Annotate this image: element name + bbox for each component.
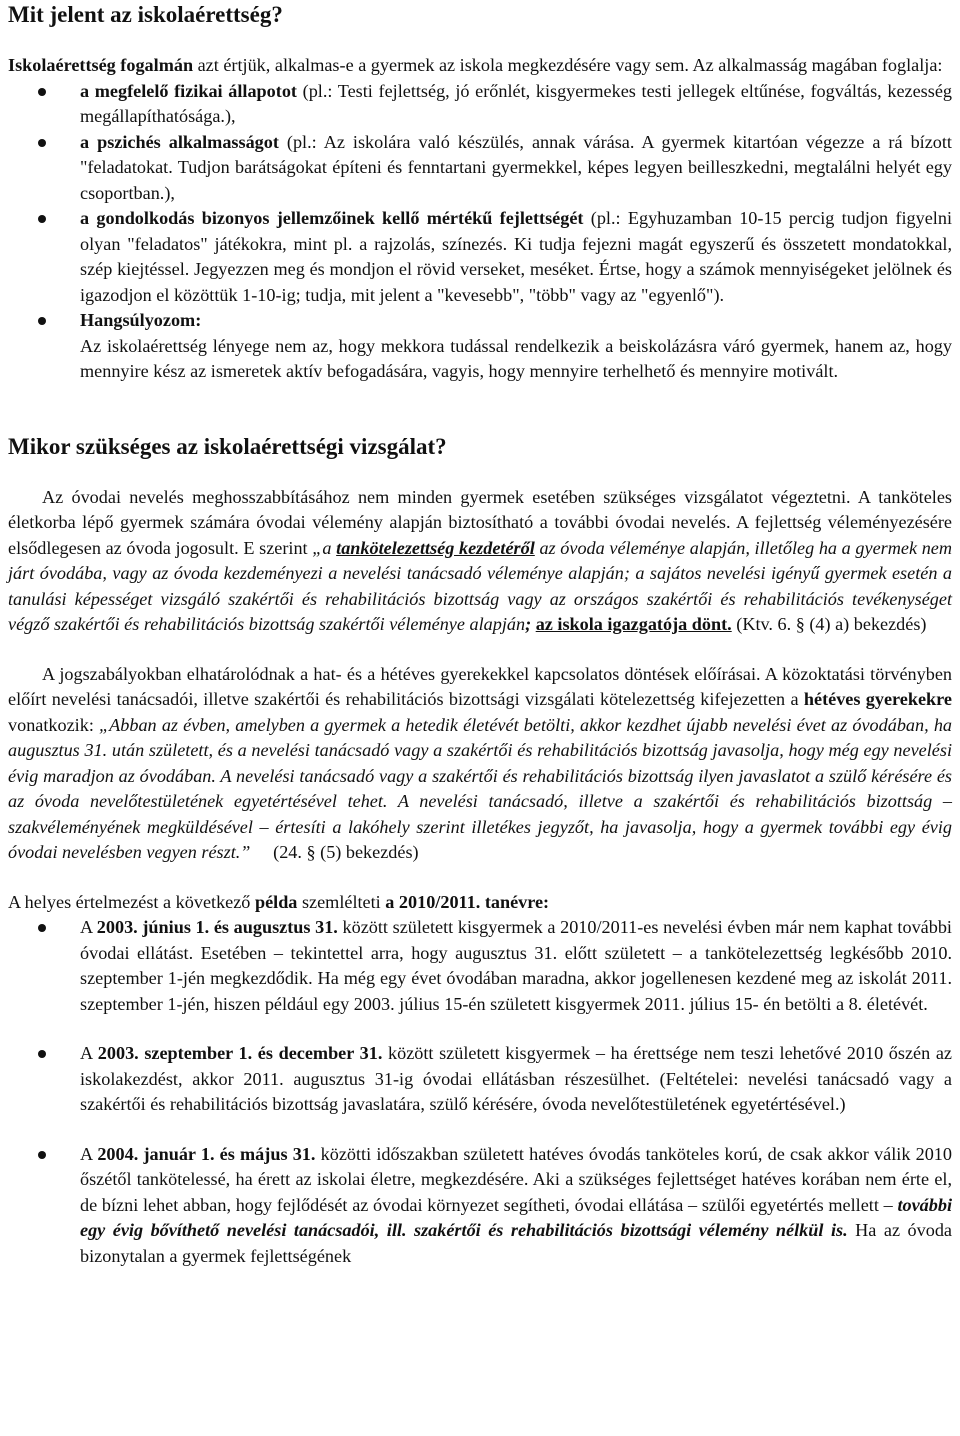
list-item	[8, 1041, 952, 1118]
date-range: 2003. szeptember 1. és december 31.	[97, 1043, 383, 1063]
paragraph-ovodai-neveles	[8, 485, 952, 638]
text: A	[80, 1143, 98, 1164]
text: A	[80, 1043, 98, 1063]
text: A jogszabályokban elhatárolódnak a hat- és a hétéves gyerekekkel kapcsolatos döntések előírásai. A közoktatási törvényben előírt nevelési tanácsadói, illetve szakértői és rehabilitációs bizottsági vizsgálati kötelezettség kifejezetten a	[8, 663, 952, 709]
list-item-lead: Hangsúlyozom:	[80, 310, 202, 330]
intro-term: Iskolaérettség fogalmán	[8, 55, 194, 75]
list-item-text: (pl.: Testi fejlettség, jó erőnlét, kisgyermekes testi jellegek eltűnése, fogváltás, kezesség megállapíthatósága.),	[80, 80, 952, 126]
text: közötti időszakban született hatéves óvodás tanköteles korú, de csak akkor válik 2010 őszétől tankötelessé, ha érett az iskolai életre, megkezdésére. Aki a szükséges fejlettséget hatéves korában nem érte el, de bízni lehet abban, hogy fejlődését az óvodai környezet segítheti, óvodai ellátása – szülői egyetértés mellett –	[80, 1143, 952, 1215]
text: Ha az óvoda bizonytalan a gyermek fejlettségének	[80, 1220, 952, 1266]
bullet-icon	[38, 317, 46, 325]
bullet-icon	[38, 1151, 46, 1159]
bold-text: hétéves gyerekekre	[803, 689, 952, 709]
text: A helyes értelmezést a következő	[8, 891, 255, 912]
list-item	[8, 130, 952, 207]
example-intro	[8, 890, 952, 916]
list-item-text: Az iskolaérettség lényege nem az, hogy mekkora tudással rendelkezik a beiskolázásra váró gyermek, hanem az, hogy mennyire kész az ismeretek aktív befogadására, vagyis, hogy mennyire terhelhető és mennyire motivált.	[80, 335, 952, 381]
bold-italic-text: további egy évig bővíthető nevelési tanácsadói, ill. szakértői és rehabilitációs bizottsági vélemény nélkül is.	[80, 1194, 952, 1240]
bold-text: a 2010/2011. tanévre:	[385, 891, 550, 912]
heading-vizsgalat: Mikor szükséges az iskolaérettségi vizsgálat?	[8, 433, 447, 459]
text: Az óvodai nevelés meghosszabbításához nem minden gyermek esetében szükséges vizsgálatot végeztetni. A tanköteles életkorba lépő gyermek számára óvodai vélemény alapján biztosítható a további óvodai nevelés. A fejlettség véleményezésére elsődlegesen az óvoda jogosult. E szerint	[8, 486, 952, 558]
decision-text: az iskola igazgatója dönt.	[535, 614, 732, 634]
bullet-icon	[38, 924, 46, 932]
bullet-icon	[38, 139, 46, 147]
list-item-text: (pl.: Az iskolára való készülés, annak várása. A gyermek kitartóan végezze a rá bízott "feladatokat. Tudjon barátságokat építeni és fenntartani gyermekkel, képes legyen beilleszkedni, megtalálni helyét egy csoportban.),	[80, 131, 952, 203]
intro-rest: azt értjük, alkalmas-e a gyermek az iskola megkezdésére vagy sem. Az alkalmasság magában foglalja:	[193, 55, 943, 75]
quote-text: „Abban az évben, amelyben a gyermek a hetedik életévét betölti, akkor kezdhet újabb nevelési évet az óvodában, ha augusztus 31. után született, és a nevelési tanácsadó vagy a szakértői és rehabilitációs bizottság javasolja, hogy még egy nevelési évig maradjon az óvodában. A nevelési tanácsadó vagy a szakértői és rehabilitációs bizottság ilyen javaslatot a szülő kérésére és az óvoda nevelőtestületének egyetértésével tehet. A nevelési tanácsadó, illetve a szakértői és rehabilitációs bizottság – szakvéleményének megküldésével – értesíti a lakóhely szerint illetékes jegyzőt, ha javasolja, hogy a gyermek további egy évig óvodai nevelésben vegyen részt.”	[8, 714, 953, 862]
example-list	[8, 915, 952, 1269]
text: A	[80, 917, 97, 937]
list-item-lead: a megfelelő fizikai állapotot	[80, 80, 297, 101]
list-item-text: (pl.: Egyhuzamban 10-15 percig tudjon figyelni olyan "feladatos" játékokra, mint pl. a rajzolás, színezés. Ki tudja fejezni magát egyszerű és összetett mondatokkal, szép kiejtéssel. Jegyezzen meg és mondjon el rövid verseket, meséket. Értse, hogy a számok mennyiségeket jelölnek és igazodjon el közöttük 1-10-ig; tudja, mit jelent a "kevesebb", "több" vagy az "egyenlő").	[80, 208, 953, 305]
paragraph-jogszabalyok	[8, 662, 952, 866]
quote-open: „a	[312, 537, 337, 558]
date-range: 2003. június 1. és augusztus 31.	[96, 917, 338, 937]
bullet-icon	[38, 1050, 46, 1058]
law-reference: (24. § (5) bekezdés)	[250, 842, 419, 862]
text: között született kisgyermek a 2010/2011-es nevelési évben már nem kaphat további óvodai ellátást. Esetében – tekintettel arra, hogy augusztus 31. előtt született – a tankötelezettség legkésőbb 2010. szeptember 1-jén megkezdődik. Ha még egy évet óvodában maradna, akkor jogellenesen kezdené meg az iskolát 2011. szeptember 1-jén, hiszen például egy 2003. július 15-én született kisgyermek 2011. július 15- én betölti a 8. életévét.	[80, 917, 952, 1014]
readiness-list	[8, 79, 952, 385]
list-item-lead: a pszichés alkalmasságot	[80, 131, 279, 152]
quote-emphasis: tankötelezettség kezdetéről	[336, 537, 535, 558]
text: szemlélteti	[297, 891, 386, 912]
date-range: 2004. január 1. és május 31.	[97, 1143, 316, 1164]
bold-text: példa	[254, 891, 298, 912]
intro-paragraph	[8, 53, 952, 79]
list-item	[8, 206, 952, 308]
list-item-lead: a gondolkodás bizonyos jellemzőinek kellő mértékű fejlettségét	[80, 208, 584, 228]
bullet-icon	[38, 88, 46, 96]
text: vonatkozik:	[8, 714, 100, 735]
heading-iskolaerettseg: Mit jelent az iskolaérettség?	[8, 2, 283, 27]
bullet-icon	[38, 215, 46, 223]
quote-text: az óvoda véleménye alapján, illetőleg ha a gyermek nem járt óvodába, vagy az óvoda kezdeményezi a nevelési tanácsadó véleménye alapján; a sajátos nevelési igényű gyermek esetén a tanulási képességet vizsgáló szakértői és rehabilitációs bizottság vagy az országos szakértői és rehabilitációs tevékenységet végző szakértői és rehabilitációs bizottság szakértői véleménye alapján	[8, 537, 952, 634]
list-item	[8, 308, 952, 385]
law-reference: (Ktv. 6. § (4) a) bekezdés)	[731, 614, 927, 634]
list-item	[8, 915, 952, 1017]
list-item	[8, 79, 952, 130]
quote-semicolon: ;	[525, 614, 532, 634]
list-item	[8, 1142, 952, 1270]
text: között született kisgyermek – ha érettsége nem teszi lehetővé 2010 őszén az iskolakezdést, akkor 2011. augusztus 31-ig óvodai ellátásban részesülhet. (Feltételei: nevelési tanácsadó vagy a szakértői és rehabilitációs bizottság javaslatára, szülő kérésére, óvoda nevelőtestületének egyetértésével.)	[80, 1043, 952, 1114]
